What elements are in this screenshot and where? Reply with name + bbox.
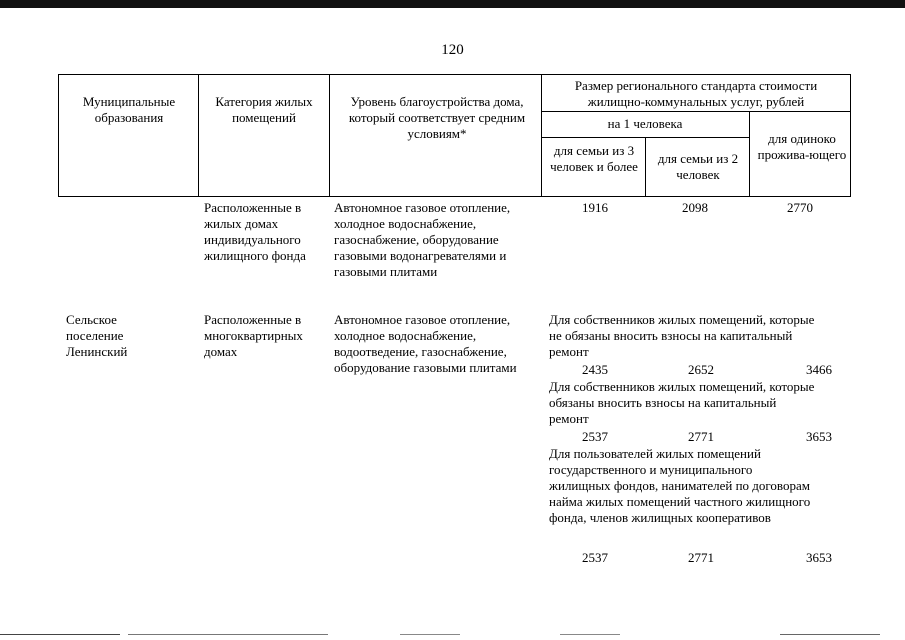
scan-line — [560, 634, 620, 635]
scan-line — [780, 634, 880, 635]
row2-group1-single: 3466 — [806, 362, 832, 377]
header-level: Уровень благоустройства дома, который соответствует средним условиям* — [348, 94, 526, 141]
scan-line — [0, 634, 120, 635]
header-family-3: для семьи из 3 человек и более — [550, 143, 638, 174]
header-municipality: Муниципальные образования — [82, 94, 176, 125]
row1-category: Расположенные в жилых домах индивидуального жилищного фонда — [204, 200, 306, 263]
row2-group2-single: 3653 — [806, 429, 832, 444]
row2-group3-family2: 2771 — [688, 550, 714, 565]
header-per-person: на 1 человека — [607, 116, 683, 131]
row1-value-family3: 1916 — [582, 200, 608, 215]
row2-category: Расположенные в многоквартирных домах — [204, 312, 303, 359]
row2-group3-label: Для пользователей жилых помещений государственного и муниципального жилищных фондов, нанимателей по договорам найма жилых помещений частного жилищного фонда, членов жилищных кооперативов — [549, 446, 811, 525]
row2-level: Автономное газовое отопление, холодное водоснабжение, водоотведение, газоснабжение, оборудование газовыми плитами — [334, 312, 517, 375]
row2-group2-family2: 2771 — [688, 429, 714, 444]
row2-group1-label: Для собственников жилых помещений, которые не обязаны вносить взносы на капитальный ремонт — [549, 312, 815, 359]
row2-group2-family3: 2537 — [582, 429, 608, 444]
page-number: 120 — [441, 42, 464, 58]
row2-group1-family3: 2435 — [582, 362, 608, 377]
header-standard-size: Размер регионального стандарта стоимости жилищно-коммунальных услуг, рублей — [574, 78, 818, 109]
header-family-2: для семьи из 2 человек — [657, 151, 739, 182]
row1-value-family2: 2098 — [682, 200, 708, 215]
scan-line — [400, 634, 460, 635]
top-border — [0, 0, 905, 8]
row2-municipality: Сельское поселение Ленинский — [66, 312, 128, 359]
header-single: для одиноко прожива-ющего — [757, 131, 847, 162]
scan-line — [128, 634, 328, 635]
row1-value-single: 2770 — [787, 200, 813, 215]
row1-level: Автономное газовое отопление, холодное водоснабжение, газоснабжение, оборудование газовыми водонагревателями и газовыми плитами — [334, 200, 511, 279]
row2-group3-family3: 2537 — [582, 550, 608, 565]
row2-group2-label: Для собственников жилых помещений, которые обязаны вносить взносы на капитальный ремонт — [549, 379, 815, 426]
header-category: Категория жилых помещений — [215, 94, 313, 125]
row2-group3-single: 3653 — [806, 550, 832, 565]
row2-group1-family2: 2652 — [688, 362, 714, 377]
